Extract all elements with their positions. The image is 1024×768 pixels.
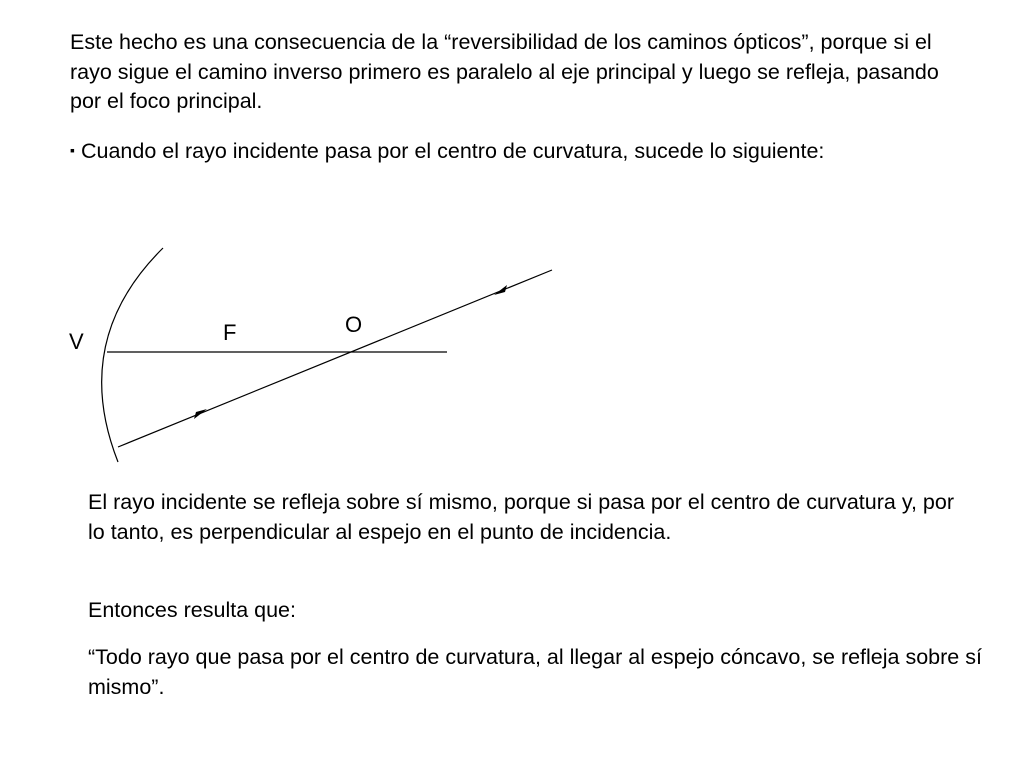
center-of-curvature-label: O (345, 312, 363, 337)
paragraph-therefore: Entonces resulta que: (88, 598, 296, 622)
bullet-text: Cuando el rayo incidente pasa por el centro de curvatura, sucede lo siguiente: (80, 139, 825, 163)
bullet-icon: ▪ (70, 142, 75, 158)
incident-arrow-head (494, 285, 507, 295)
reflected-arrow-head (194, 409, 207, 419)
concave-mirror (102, 248, 163, 462)
vertex-label: V (69, 329, 84, 354)
paragraph-reflects-on-itself: El rayo incidente se refleja sobre sí mismo, porque si pasa por el centro de curvatura y, por lo tanto, es perpendicular al espejo en el punto de incidencia. (88, 490, 954, 544)
focus-label: F (223, 320, 237, 345)
ray-through-center (118, 270, 552, 447)
paragraph-rule-quote: “Todo rayo que pasa por el centro de curvatura, al llegar al espejo cóncavo, se refleja sobre sí mismo”. (88, 645, 982, 699)
paragraph-reversibility: Este hecho es una consecuencia de la “reversibilidad de los caminos ópticos”, porque si el rayo sigue el camino inverso primero es paralelo al eje principal y luego se refleja, pasando por el foco principal. (70, 30, 939, 113)
